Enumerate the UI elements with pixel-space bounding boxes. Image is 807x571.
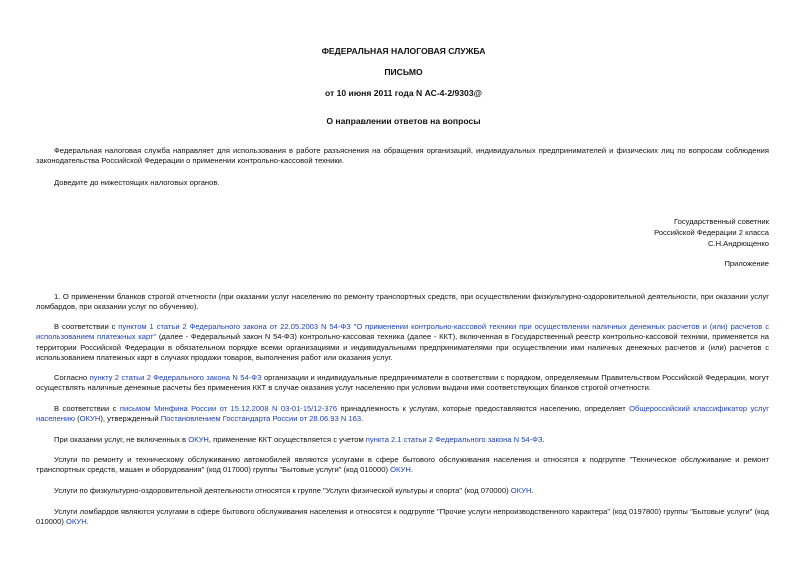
- appendix-label: Приложение: [724, 259, 769, 268]
- document-type: ПИСЬМО: [384, 67, 423, 77]
- intro-instruction: Доведите до нижестоящих налоговых органов.: [54, 178, 220, 187]
- okun-link[interactable]: ОКУН: [79, 414, 101, 424]
- intro-paragraph: Федеральная налоговая служба направляет для использования в работе разъяснения на обращения организаций, индивидуальных предпринимателей и физических лиц по вопросам соблюдения законодательства Российской Федерации о применении контрольно-кассовой техники.: [36, 146, 769, 166]
- law-54fz-article2-p1-link[interactable]: пунктом 1 статьи 2 Федерального закона от 22.05.2003 N 54-ФЗ "О применении контрольно-кассовой техники при осуществлении наличных денежных расчетов и (или) расчетов с использованием платежных карт": [36, 322, 769, 342]
- okun-link[interactable]: ОКУН: [390, 465, 411, 475]
- paragraph-fitness: Услуги по физкультурно-оздоровительной деятельности относятся к группе "Услуги физической культуры и спорта" (код 070000) ОКУН.: [54, 486, 534, 495]
- paragraph-no-kkt: Согласно пункту 2 статьи 2 Федерального закона N 54-ФЗ организации и индивидуальные предприниматели в соответствии с порядком, определяемым Правительством Российской Федерации, могут осуществлять наличные денежные расчеты без применения ККТ в случае оказания услуг населению при условии выдачи ими соответствующих бланков строгой отчетности.: [36, 373, 769, 393]
- document-subject: О направлении ответов на вопросы: [326, 116, 481, 126]
- okun-link[interactable]: ОКУН: [188, 435, 209, 444]
- gosstandart-resolution-link[interactable]: Постановлением Госстандарта России от 28.06.93 N 163: [160, 414, 362, 424]
- signature-title: Государственный советник: [674, 217, 769, 226]
- paragraph-pawnshops: Услуги ломбардов являются услугами в сфере бытового обслуживания населения и относятся к подгруппе "Прочие услуги непроизводственного характера" (код 0197800) группы "Бытовые услуги" (код 010000) ОКУН.: [36, 507, 769, 527]
- okun-link[interactable]: ОКУН: [65, 517, 87, 527]
- paragraph-minfin-letter: В соответствии с письмом Минфина России от 15.12.2008 N 03-01-15/12-376 принадлежность к услугам, которые предоставляются населению, определяет Общероссийский классификатор услуг населению (ОКУН), утвержденный Постановлением Госстандарта России от 28.06.93 N 163.: [36, 404, 769, 424]
- signature-rank: Российской Федерации 2 класса: [654, 228, 769, 237]
- okun-classifier-link[interactable]: Общероссийский классификатор услуг населению: [36, 404, 769, 424]
- law-54fz-article2-p21-link[interactable]: пункта 2.1 статьи 2 Федерального закона N 54-ФЗ: [365, 435, 543, 444]
- okun-link[interactable]: ОКУН: [510, 486, 532, 495]
- paragraph-not-in-okun: При оказании услуг, не включенных в ОКУН, применение ККТ осуществляется с учетом пункта 2.1 статьи 2 Федерального закона N 54-ФЗ.: [54, 435, 545, 444]
- agency-heading: ФЕДЕРАЛЬНАЯ НАЛОГОВАЯ СЛУЖБА: [321, 46, 486, 56]
- paragraph-car-repair: Услуги по ремонту и техническому обслуживанию автомобилей являются услугами в сфере бытового обслуживания населения и относятся к подгруппе "Техническое обслуживание и ремонт транспортных средств, машин и оборудования" (код 017000) группы "Бытовые услуги" (код 010000) ОКУН.: [36, 455, 769, 475]
- minfin-letter-link[interactable]: письмом Минфина России от 15.12.2008 N 03-01-15/12-376: [119, 404, 338, 413]
- law-54fz-article2-p2-link[interactable]: пункту 2 статьи 2 Федерального закона N 54-ФЗ: [89, 373, 262, 382]
- paragraph-kkt-law: В соответствии с пунктом 1 статьи 2 Федерального закона от 22.05.2003 N 54-ФЗ "О применении контрольно-кассовой техники при осуществлении наличных денежных расчетов и (или) расчетов с использованием платежных карт" (далее - Федеральный закон N 54-ФЗ) контрольно-кассовая техника (далее - ККТ), включенная в Государственный реестр контрольно-кассовой техники, применяется на территории Российской Федерации в обязательном порядке всеми организациями и индивидуальными предпринимателями при осуществлении ими наличных денежных расчетов и (или) расчетов с использованием платежных карт в случаях продажи товаров, выполнения работ или оказания услуг.: [36, 322, 769, 362]
- signature-name: С.Н.Андрющенко: [707, 239, 769, 248]
- document-date-number: от 10 июня 2011 года N АС-4-2/9303@: [324, 88, 482, 98]
- question-heading: 1. О применении бланков строгой отчетности (при оказании услуг населению по ремонту транспортных средств, при осуществлении физкультурно-оздоровительной деятельности, при оказании услуг ломбардов, при оказании услуг по обучению).: [36, 292, 769, 312]
